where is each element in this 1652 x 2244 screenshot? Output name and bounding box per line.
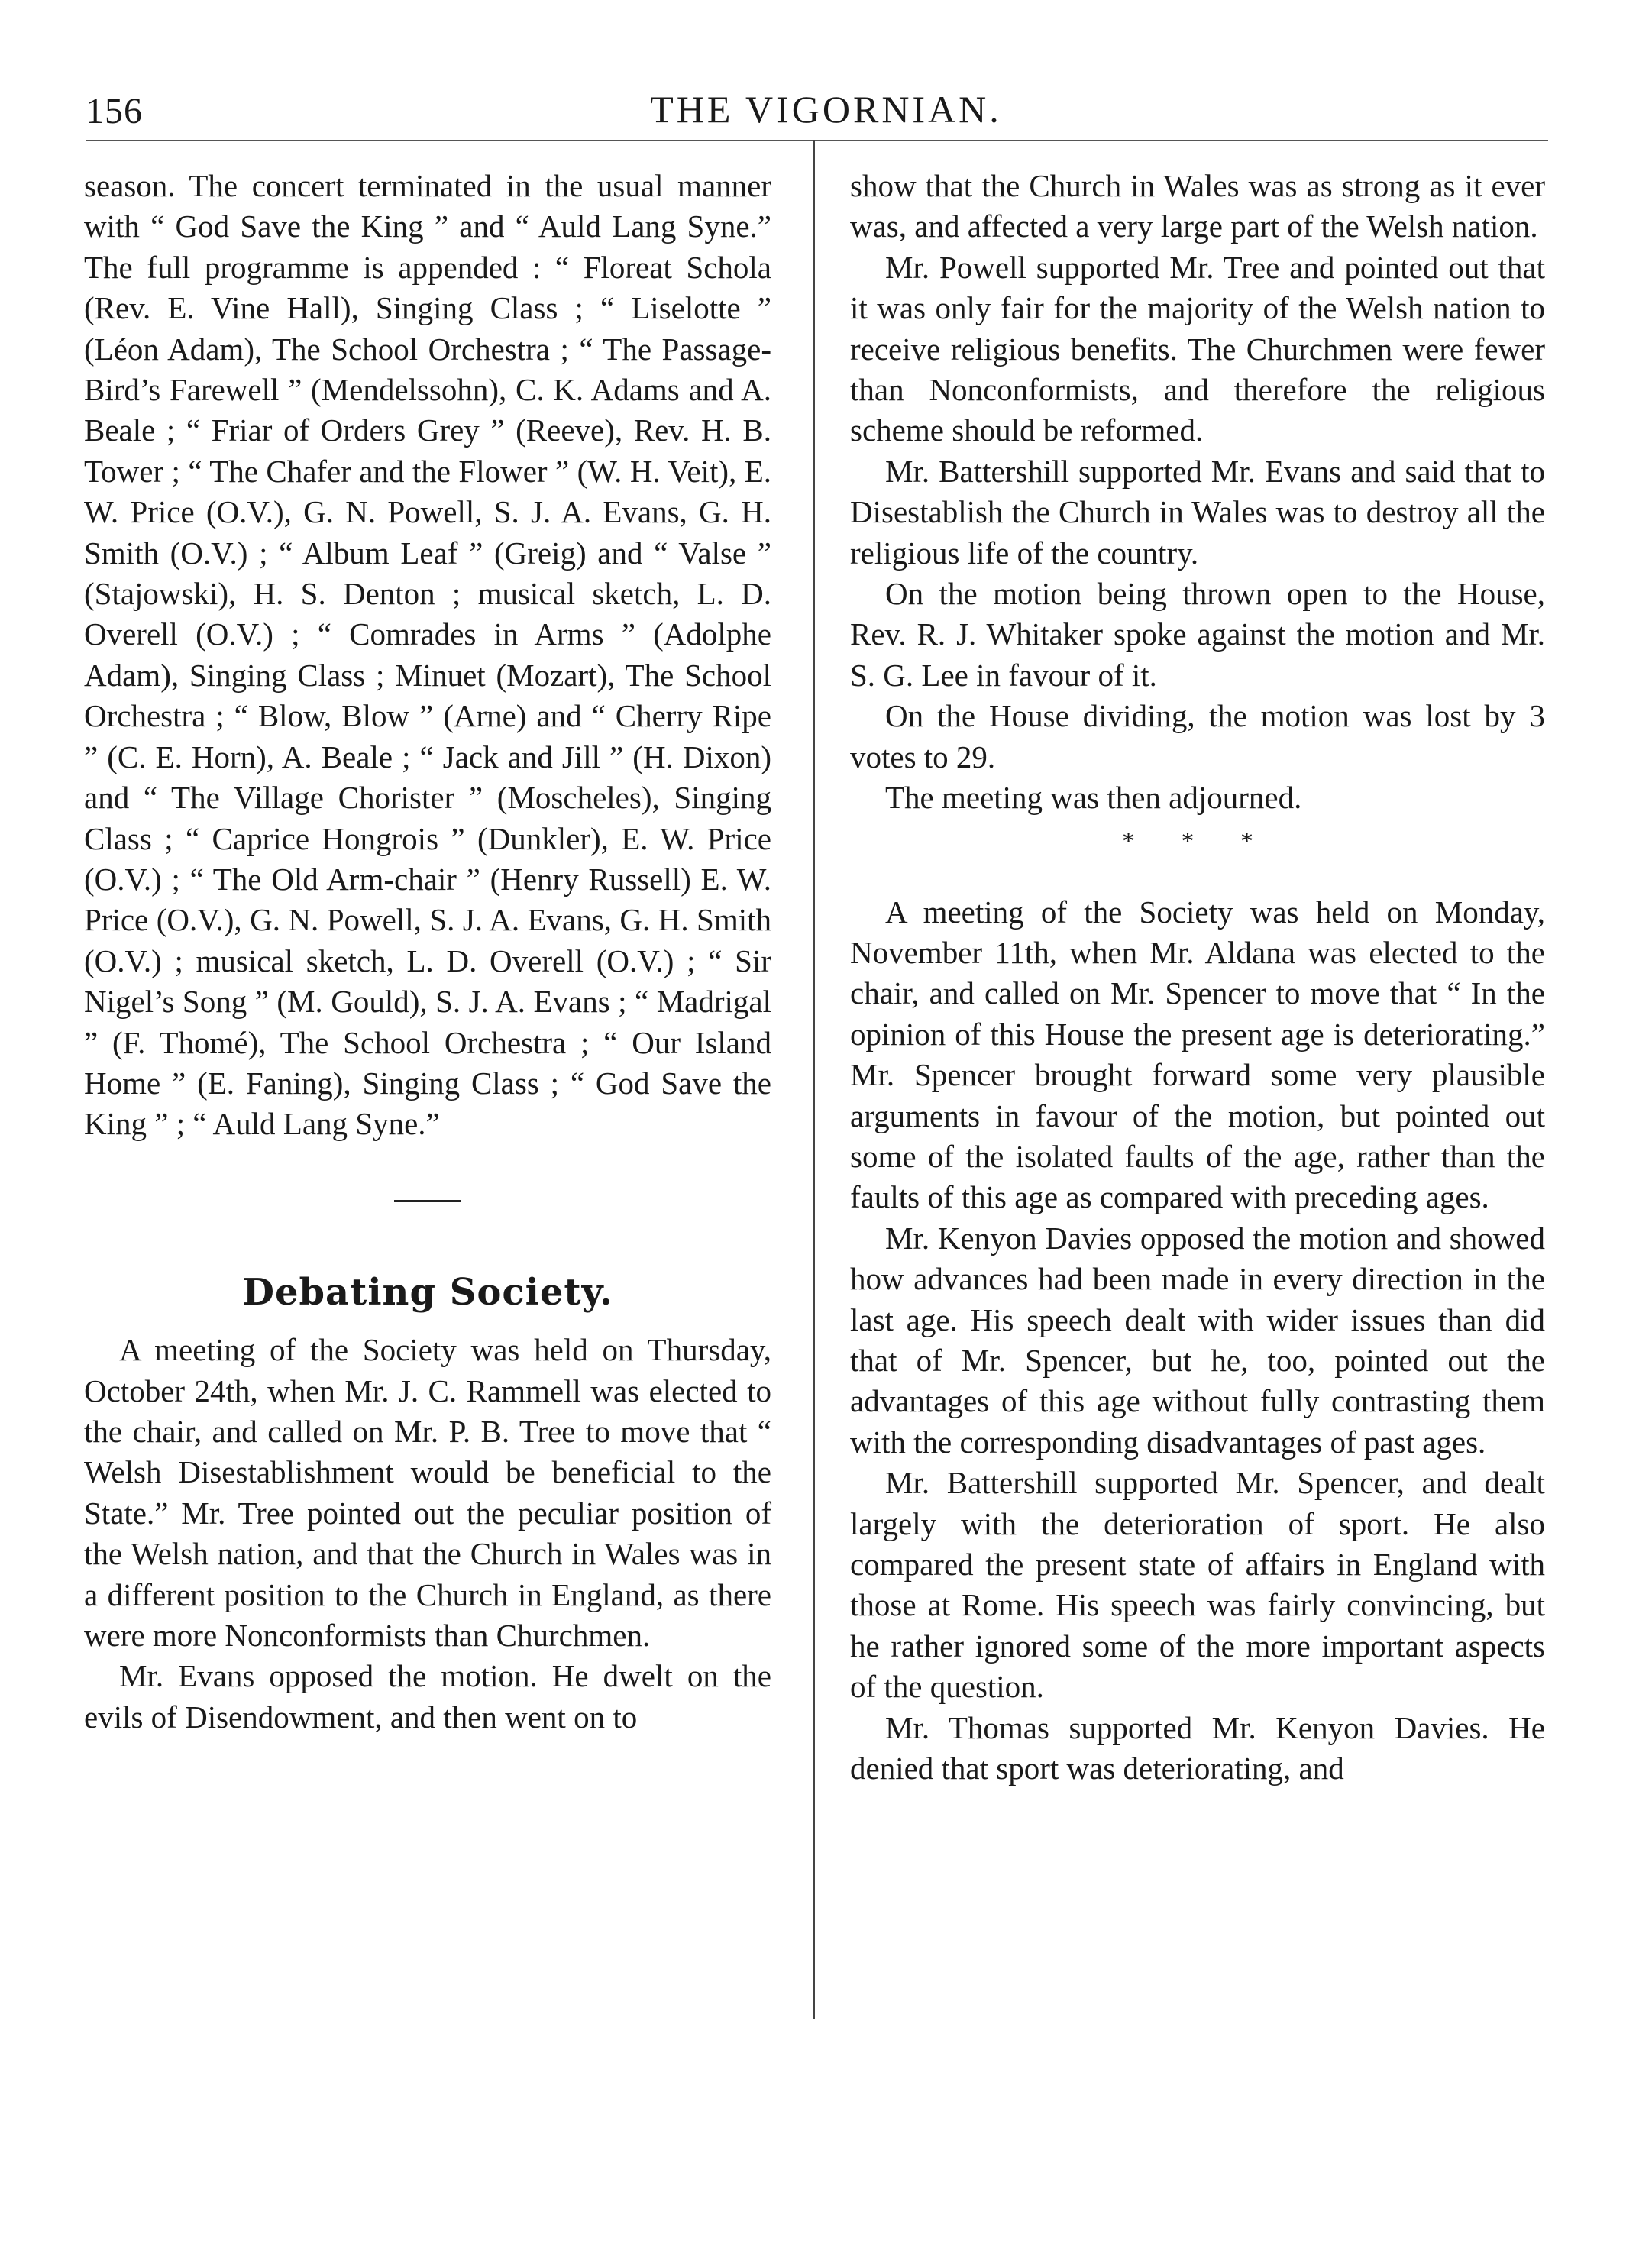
running-title: THE VIGORNIAN. [650,88,1002,131]
debate-paragraph: A meeting of the Society was held on Thursday, October 24th, when Mr. J. C. Rammell was elected to the chair, and called on Mr. P. B. Tree to move that “ Welsh Disestablishment would be beneficial to the State.” Mr. Tree pointed out the peculiar position of the Welsh nation, and that the Church in Wales was in a different position to the Church in England, as there were more Nonconformists than Churchmen. [84,1332,771,1653]
debate-paragraph: Mr. Powell supported Mr. Tree and pointed out that it was only fair for the majority of the Welsh nation to receive religious benefits. The Churchmen were fewer than Nonconformists, and therefore the religious scheme should be reformed. [850,249,1545,448]
debate-paragraph: show that the Church in Wales was as strong as it ever was, and affected a very large part of the Welsh nation. [850,168,1545,244]
debate-paragraph: A meeting of the Society was held on Monday, November 11th, when Mr. Aldana was elected to the chair, and called on Mr. Spencer to move that “ In the opinion of this House the present age is deteriorating.” Mr. Spencer brought forward some very plausible arguments in favour of the motion, but pointed out some of the isolated faults of the age, rather than the faults of this age as compared with preceding ages. [850,894,1545,1215]
debate-paragraph: On the motion being thrown open to the House, Rev. R. J. Whitaker spoke against the motion and Mr. S. G. Lee in favour of it. [850,576,1545,693]
section-divider-rule [394,1200,461,1202]
debate-paragraph: Mr. Kenyon Davies opposed the motion and showed how advances had been made in every direction in the last age. His speech dealt with wider issues than did that of Mr. Spencer, but he, too, pointed out the advantages of this age without fully contrasting them with the corresponding disadvantages of past ages. [850,1220,1545,1460]
page-number: 156 [86,91,143,131]
section-heading-debating-society: Debating Society. [242,1270,613,1314]
debate-paragraph: Mr. Evans opposed the motion. He dwelt on the evils of Disendowment, and then went on to [84,1658,771,1735]
asterism-separator: * * * [1122,826,1273,855]
right-column [850,166,1545,1789]
debate-paragraph: Mr. Battershill supported Mr. Evans and said that to Disestablish the Church in Wales was to destroy all the religious life of the country. [850,453,1545,571]
column-divider [813,140,815,2019]
left-column [84,166,771,1738]
header-rule [86,140,1548,141]
concert-programme-paragraph: season. The concert terminated in the usual manner with “ God Save the King ” and “ Auld Lang Syne.” The full programme is appended : “ Floreat Schola (Rev. E. Vine Hall), Singing Class ; “ Liselotte ” (Léon Adam), The School Orchestra ; “ The Passage-Bird’s Farewell ” (Mendelssohn), C. K. Adams and A. Beale ; “ Friar of Orders Grey ” (Reeve), Rev. H. B. Tower ; “ The Chafer and the Flower ” (W. H. Veit), E. W. Price (O.V.), G. N. Powell, S. J. A. Evans, G. H. Smith (O.V.) ; “ Album Leaf ” (Greig) and “ Valse ” (Stajowski), H. S. Denton ; musical sketch, L. D. Overell (O.V.) ; “ Comrades in Arms ” (Adolphe Adam), Singing Class ; Minuet (Mozart), The School Orchestra ; “ Blow, Blow ” (Arne) and “ Cherry Ripe ” (C. E. Horn), A. Beale ; “ Jack and Jill ” (H. Dixon) and “ The Village Chorister ” (Moscheles), Singing Class ; “ Caprice Hongrois ” (Dunkler), E. W. Price (O.V.) ; “ The Old Arm-chair ” (Henry Russell) E. W. Price (O.V.), G. N. Powell, S. J. A. Evans, G. H. Smith (O.V.) ; musical sketch, L. D. Overell (O.V.) ; “ Sir Nigel’s Song ” (M. Gould), S. J. A. Evans ; “ Madrigal ” (F. Thomé), The School Orchestra ; “ Our Island Home ” (E. Faning), Singing Class ; “ God Save the King ” ; “ Auld Lang Syne.” [84,168,771,1142]
debate-paragraph: Mr. Thomas supported Mr. Kenyon Davies. He denied that sport was deteriorating, and [850,1709,1545,1786]
debate-paragraph: Mr. Battershill supported Mr. Spencer, and dealt largely with the deterioration of sport. He also compared the present state of affairs in England with those at Rome. His speech was fairly convincing, but he rather ignored some of the more important aspects of the question. [850,1465,1545,1705]
debate-paragraph: On the House dividing, the motion was lost by 3 votes to 29. [850,698,1545,774]
debate-paragraph: The meeting was then adjourned. [885,780,1302,816]
